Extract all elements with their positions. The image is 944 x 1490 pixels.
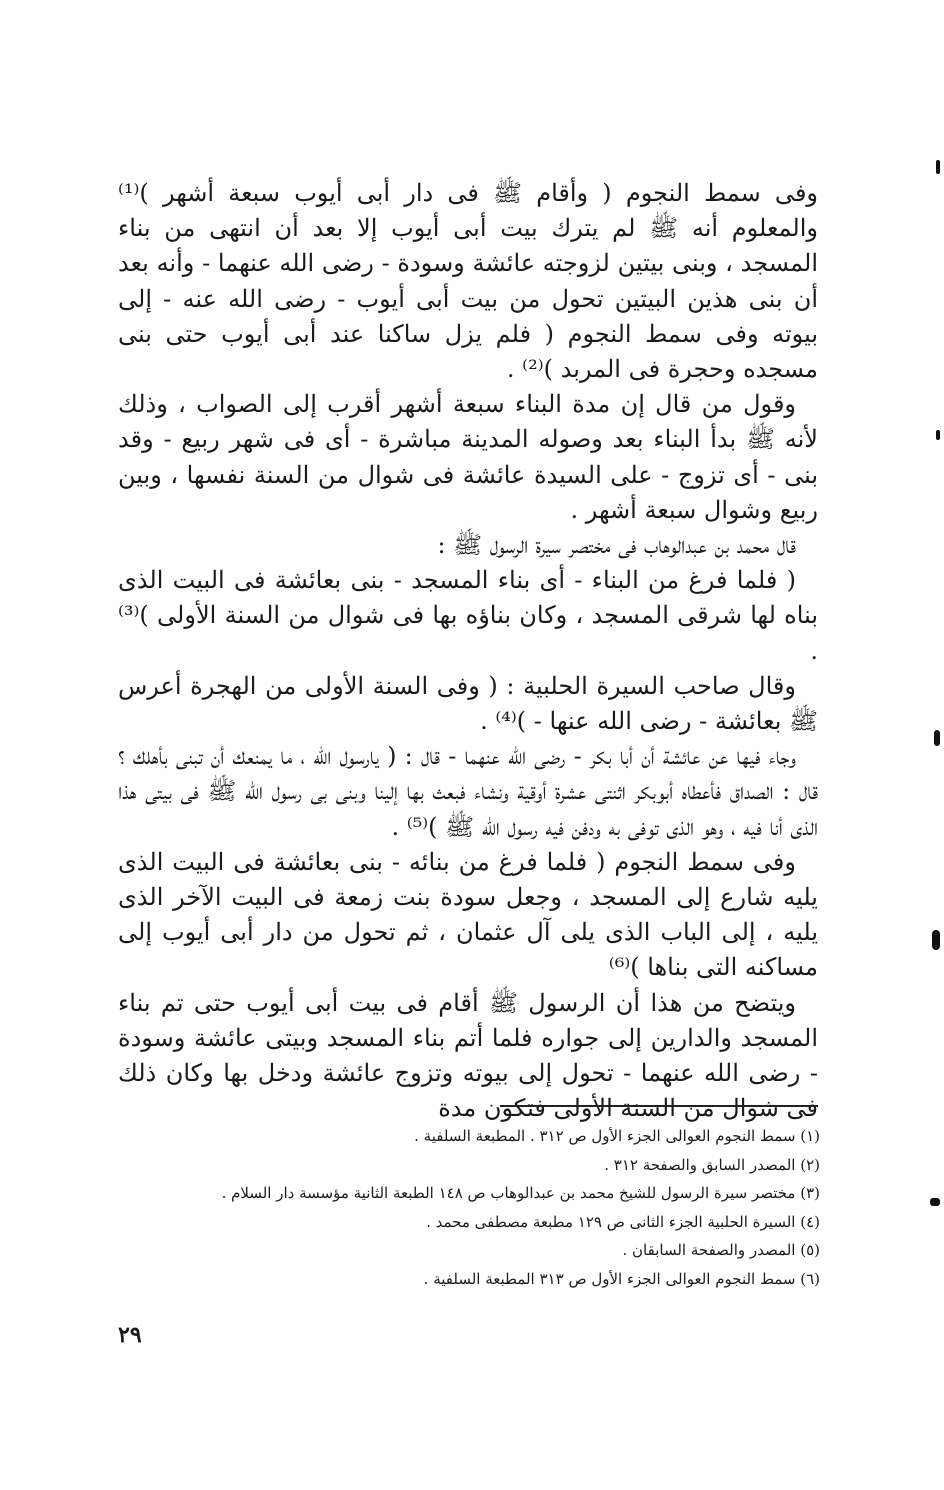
scan-mark — [936, 160, 940, 174]
paragraph: ويتضح من هذا أن الرسول ﷺ أقام فى بيت أبى أيوب حتى تم بناء المسجد والدارين إلى جواره فلما أتم بناء المسجد وبيتى عائشة وسودة - رضى الله عنهما - تحول إلى بيوته وتزوج عائشة ودخل بها وكان ذلك فى شوال من السنة الأولى فتكون مدة — [118, 988, 818, 1123]
paragraph: وفى سمط النجوم ( فلما فرغ من بنائه - بنى بعائشة فى البيت الذى يليه شارع إلى المسجد ، وجعل سودة بنت زمعة فى البيت الآخر الذى يليه ، إلى الباب الذى يلى آل عثمان ، ثم تحول من دار أبى أيوب إلى مساكنه التى بناها )⁽⁶⁾ — [118, 847, 818, 982]
footnotes — [150, 1122, 820, 1294]
paragraph: وقول من قال إن مدة البناء سبعة أشهر أقرب إلى الصواب ، وذلك لأنه ﷺ بدأ البناء بعد وصوله المدينة مباشرة - أى فى شهر ربيع - وقد بنى - أى تزوج - على السيدة عائشة فى شوال من السنة نفسها ، وبين ربيع وشوال سبعة أشهر . — [118, 390, 818, 524]
paragraph: قال محمد بن عبدالوهاب فى مختصر سيرة الرسول ﷺ : — [437, 531, 796, 560]
paragraph: وفى سمط النجوم ( وأقام ﷺ فى دار أبى أيوب سبعة أشهر )⁽¹⁾ والمعلوم أنه ﷺ لم يترك بيت أبى أيوب إلا بعد أن انتهى من بناء المسجد ، وبنى بيتين لزوجته عائشة وسودة - رضى الله عنهما - وأنه بعد أن بنى هذين البيتين تحول من بيت أبى أيوب - رضى الله عنه - إلى بيوته وفى سمط النجوم ( فلم يزل ساكنا عند أبى أيوب حتى بنى مسجده وحجرة فى المربد )⁽²⁾ . — [118, 179, 818, 384]
footnote: (٤) السيرة الحلبية الجزء الثانى ص ١٢٩ مطبعة مصطفى محمد . — [426, 1212, 820, 1231]
scan-mark — [930, 1198, 940, 1206]
footnote: (٦) سمط النجوم العوالى الجزء الأول ص ٣١٣ المطبعة السلفية . — [423, 1269, 820, 1288]
footnote-divider — [500, 1105, 818, 1107]
scan-mark — [934, 730, 940, 746]
main-text — [118, 176, 818, 1126]
footnote: (٣) مختصر سيرة الرسول للشيخ محمد بن عبدالوهاب ص ١٤٨ الطبعة الثانية مؤسسة دار السلام . — [221, 1184, 820, 1203]
footnote: (٢) المصدر السابق والصفحة ٣١٢ . — [604, 1155, 820, 1174]
scan-mark — [936, 430, 940, 440]
paragraph: ( فلما فرغ من البناء - أى بناء المسجد - بنى بعائشة فى البيت الذى بناه لها شرقى المسجد ، وكان بناؤه بها فى شوال من السنة الأولى )⁽³⁾ . — [118, 566, 818, 665]
scan-mark — [932, 930, 940, 950]
footnote: (١) سمط النجوم العوالى الجزء الأول ص ٣١٢ . المطبعة السلفية . — [414, 1127, 820, 1145]
page-number: ٢٩ — [118, 1322, 142, 1348]
paragraph: وجاء فيها عن عائشة أن أبا بكر - رضى الله عنهما - قال : ( يارسول الله ، ما يمنعك أن تبنى بأهلك ؟ قال : الصداق فأعطاه أبوبكر اثنتى عشرة أوقية ونشاء فبعث بها إلينا وبنى بى رسول الله ﷺ فى بيتى هذا الذى أنا فيه ، وهو الذى توفى به ودفن فيه رسول الله ﷺ )⁽⁵⁾ . — [118, 742, 818, 841]
footnote: (٥) المصدر والصفحة السابقان . — [622, 1241, 820, 1260]
paragraph: وقال صاحب السيرة الحلبية : ( وفى السنة الأولى من الهجرة أعرس ﷺ بعائشة - رضى الله عنها - )⁽⁴⁾ . — [118, 671, 818, 736]
